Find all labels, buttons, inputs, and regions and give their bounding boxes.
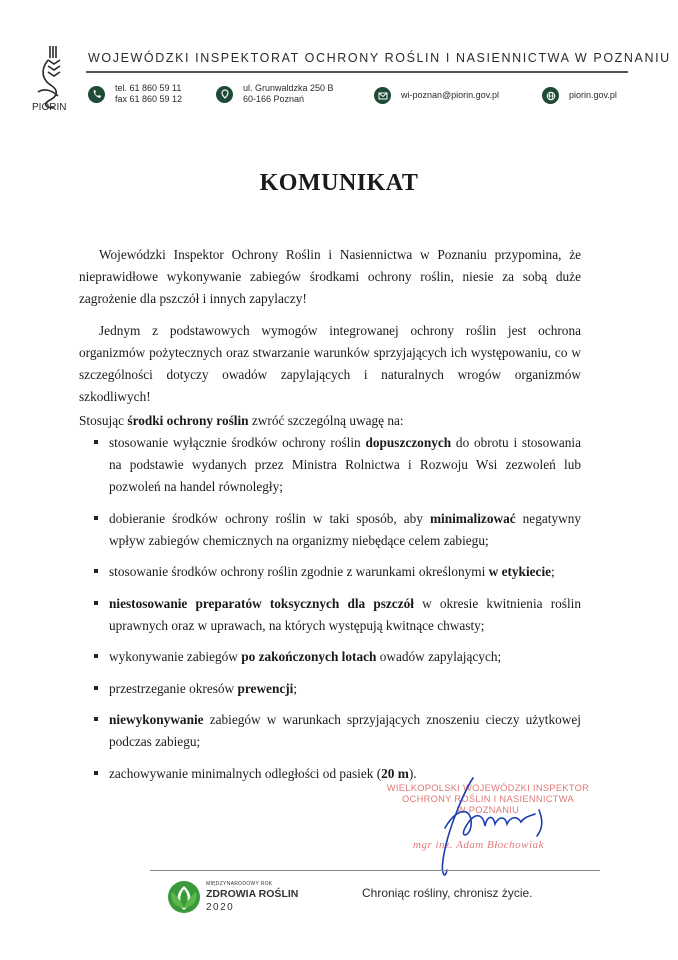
bullet-icon bbox=[94, 601, 98, 605]
phone-icon bbox=[88, 86, 105, 103]
email-link[interactable]: wi-poznan@piorin.gov.pl bbox=[401, 90, 500, 100]
requirements-lead bbox=[79, 410, 404, 432]
bullet-icon bbox=[94, 771, 98, 775]
list-item: niestosowanie preparatów toksycznych dla pszczół w okresie kwitnienia roślin uprawnych oraz w uprawach, na których występują kwitnące chwasty; bbox=[79, 593, 581, 637]
lead-emphasis: środki ochrony roślin bbox=[127, 413, 249, 428]
contact-website bbox=[542, 87, 617, 104]
globe-icon bbox=[542, 87, 559, 104]
list-item: przestrzeganie okresów prewencji; bbox=[79, 678, 581, 700]
bullet-icon bbox=[94, 717, 98, 721]
contact-email bbox=[374, 87, 499, 104]
footer-divider bbox=[150, 870, 600, 871]
phone-number[interactable]: tel. 61 860 59 11 bbox=[115, 83, 182, 93]
list-item: niewykonywanie zabiegów w warunkach sprzyjających znoszeniu cieczy użytkowej podczas zabiegu; bbox=[79, 709, 581, 753]
header-divider bbox=[86, 71, 628, 73]
document-title: KOMUNIKAT bbox=[259, 170, 419, 196]
bullet-icon bbox=[94, 440, 98, 444]
website-link[interactable]: piorin.gov.pl bbox=[569, 90, 617, 100]
footer-slogan: Chroniąc rośliny, chronisz życie. bbox=[362, 886, 533, 900]
iyph-leaf-logo-icon bbox=[167, 880, 201, 914]
bullet-icon bbox=[94, 686, 98, 690]
fax-number: fax 61 860 59 12 bbox=[115, 94, 183, 104]
stamp-line: WIELKOPOLSKI WOJEWÓDZKI INSPEKTOR bbox=[386, 783, 590, 793]
stamp-line: W POZNANIU bbox=[456, 805, 520, 815]
bullet-icon bbox=[94, 569, 98, 573]
intro-paragraph-2: Jednym z podstawowych wymogów integrowanej ochrony roślin jest ochrona organizmów pożytecznych oraz stwarzanie warunków sprzyjających ich występowaniu, co w szczególności dotyczy owadów zapylających i naturalnych wrogów organizmów szkodliwych! bbox=[79, 323, 581, 404]
list-item: stosowanie wyłącznie środków ochrony roślin dopuszczonych do obrotu i stosowania na podstawie wydanych przez Ministra Rolnictwa i Rozwoju Wsi zezwoleń lub pozwoleń na handel równoległy; bbox=[79, 432, 581, 498]
list-item: dobieranie środków ochrony roślin w taki sposób, aby minimalizować negatywny wpływ zabiegów chemicznych na organizmy niebędące celem zabiegu; bbox=[79, 508, 581, 552]
location-pin-icon bbox=[216, 86, 233, 103]
bullet-icon bbox=[94, 654, 98, 658]
list-item: zachowywanie minimalnych odległości od pasiek (20 m). bbox=[79, 763, 581, 785]
mail-icon bbox=[374, 87, 391, 104]
intro-paragraph-1: Wojewódzki Inspektor Ochrony Roślin i Nasiennictwa w Poznaniu przypomina, że nieprawidłowe wykonywanie zabiegów środkami ochrony roślin, niesie za sobą duże zagrożenie dla pszczół i innych zapylaczy! bbox=[79, 247, 581, 306]
iyph-subtitle: MIĘDZYNARODOWY ROK bbox=[206, 881, 273, 887]
list-item: wykonywanie zabiegów po zakończonych lotach owadów zapylających; bbox=[79, 646, 581, 668]
list-item: stosowanie środków ochrony roślin zgodnie z warunkami określonymi w etykiecie; bbox=[79, 561, 581, 583]
organization-name: WOJEWÓDZKI INSPEKTORAT OCHRONY ROŚLIN I NASIENNICTWA W POZNANIU bbox=[88, 51, 671, 65]
bullet-icon bbox=[94, 516, 98, 520]
stamp-line: OCHRONY ROŚLIN I NASIENNICTWA bbox=[402, 794, 574, 804]
signer-name: mgr inż. Adam Błochowiak bbox=[413, 839, 544, 851]
postal-city: 60-166 Poznań bbox=[243, 94, 305, 104]
iyph-title: ZDROWIA ROŚLIN bbox=[206, 888, 299, 900]
requirements-list bbox=[79, 432, 581, 794]
lead-text: zwróć szczególną uwagę na: bbox=[248, 413, 404, 428]
contact-phone bbox=[88, 83, 182, 105]
iyph-year: 2020 bbox=[206, 902, 235, 913]
lead-text: Stosując bbox=[79, 413, 128, 428]
contact-address bbox=[216, 83, 334, 105]
street-address: ul. Grunwaldzka 250 B bbox=[243, 83, 334, 93]
handwritten-signature-icon bbox=[425, 770, 555, 880]
logo-text: PIORIN bbox=[32, 102, 67, 113]
